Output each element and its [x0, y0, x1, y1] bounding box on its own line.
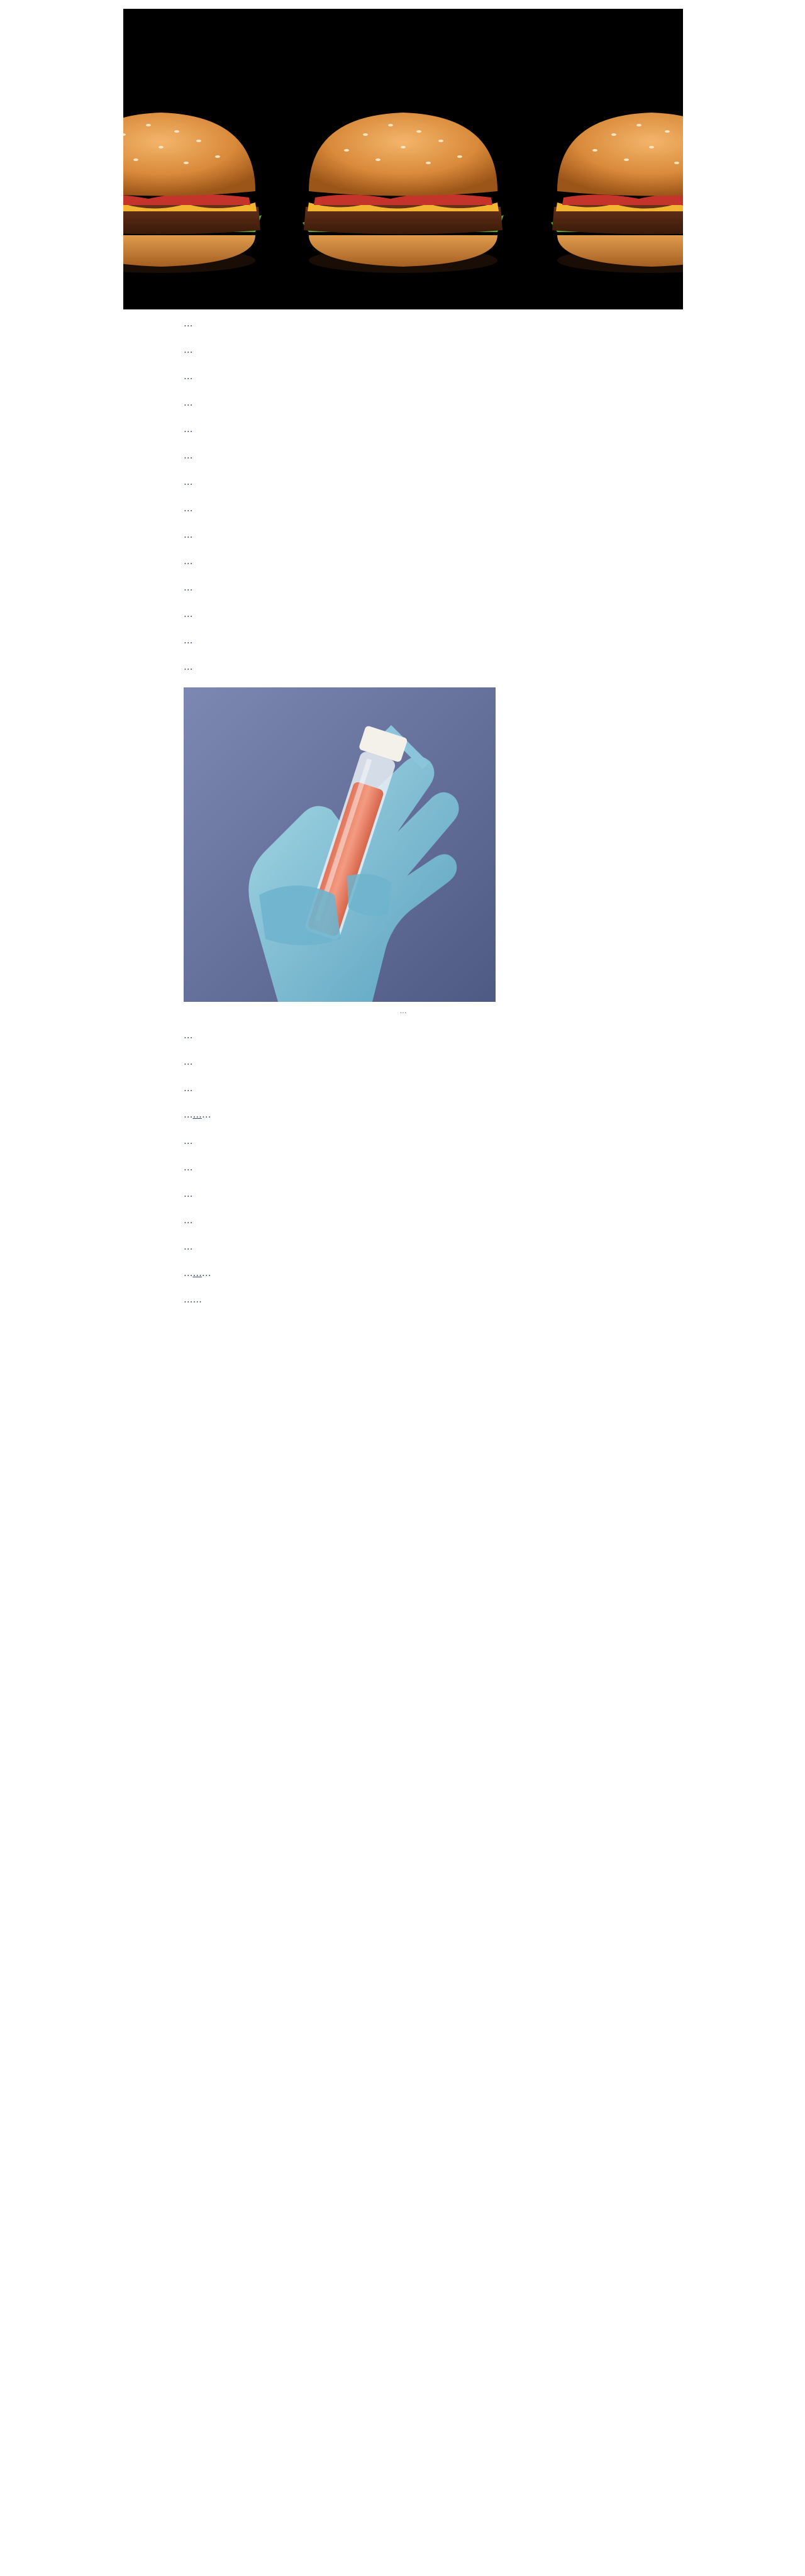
paragraph-closing [184, 1294, 623, 1307]
paragraph-group-growth [184, 1135, 623, 1254]
article-paragraph: … [184, 636, 193, 646]
link-gases-de-efeito-estufa[interactable]: … [192, 1269, 202, 1279]
article-paragraph: … [184, 609, 193, 619]
article-paragraph: … [184, 1242, 193, 1252]
article-paragraph: … [184, 425, 193, 435]
hero-image [123, 9, 683, 309]
article-paragraph: … [184, 345, 193, 355]
article-paragraph: … [184, 1216, 193, 1226]
figure-caption: … [399, 1007, 407, 1015]
paragraph-text: … [184, 1269, 193, 1279]
article-paragraph: … [184, 1084, 193, 1094]
figure-image [184, 687, 496, 1002]
article-paragraph: … [184, 530, 193, 540]
article-paragraph: … [184, 662, 193, 672]
paragraph-bioreactors [184, 1267, 623, 1280]
paragraph-text: … [184, 1110, 193, 1120]
article-paragraph: … [184, 477, 193, 487]
sample-tube-in-gloved-hand-icon [184, 687, 496, 1002]
article-paragraph: … [184, 1136, 193, 1146]
article-paragraph: … [184, 557, 193, 567]
article-paragraph: … [184, 451, 193, 461]
link-soro-fetal-bovino[interactable]: … [192, 1110, 202, 1120]
burger-illustration-icon [123, 9, 683, 309]
paragraph-emphasis: … [192, 1295, 202, 1305]
paragraph-text: … [184, 1295, 193, 1305]
article-paragraph: … [184, 583, 193, 593]
paragraph-group-intro [184, 318, 623, 674]
article-paragraph: … [184, 504, 193, 514]
article-paragraph: … [184, 372, 193, 382]
paragraph-serum [184, 1109, 623, 1122]
article-paragraph: … [184, 398, 193, 408]
article-paragraph: … [184, 1031, 193, 1041]
article-paragraph: … [184, 1057, 193, 1067]
paragraph-group-biopsy [184, 1030, 623, 1096]
article-body [184, 318, 623, 1320]
paragraph-text: … [202, 1110, 211, 1120]
article-paragraph: … [184, 319, 193, 329]
article-paragraph: … [184, 1189, 193, 1199]
figure [184, 687, 623, 1016]
paragraph-text: … [202, 1269, 211, 1279]
article-paragraph: … [184, 1163, 193, 1173]
